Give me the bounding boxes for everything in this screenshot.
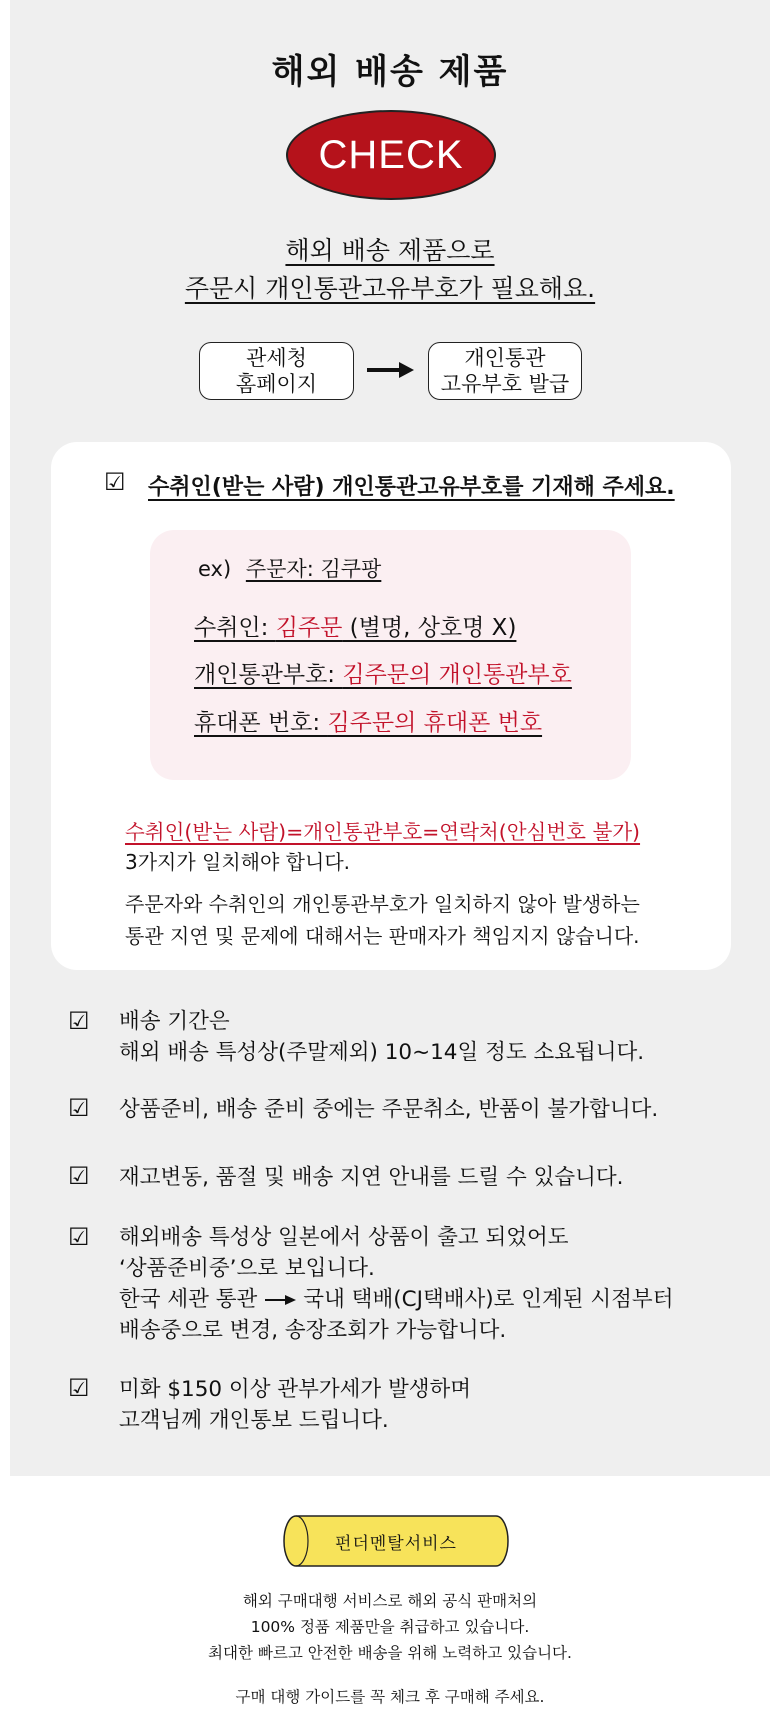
intro-line-2: 주문시 개인통관고유부호가 필요해요. — [184, 274, 596, 303]
footer-line-2: 100% 정품 제품만을 취급하고 있습니다. — [250, 1618, 530, 1636]
flow-arrow-icon — [367, 360, 415, 380]
note-delivery-period — [119, 1006, 644, 1068]
note-4-line-2: ‘상품준비중’으로 보입니다. — [119, 1256, 375, 1281]
liability-line-2: 통관 지연 및 문제에 대해서는 판매자가 책임지지 않습니다. — [125, 924, 640, 948]
check-badge — [286, 110, 496, 200]
note-3-text: 재고변동, 품절 및 배송 지연 안내를 드릴 수 있습니다. — [119, 1165, 624, 1190]
flow-step2-line1: 개인통관 — [464, 346, 546, 370]
example-prefix: ex) — [198, 557, 232, 581]
intro-line-1: 해외 배송 제품으로 — [285, 236, 495, 265]
note-1-line-2: 해외 배송 특성상(주말제외) 10~14일 정도 소요됩니다. — [119, 1040, 645, 1065]
note-no-cancel — [119, 1094, 658, 1125]
match-requirement: 3가지가 일치해야 합니다. — [125, 850, 350, 874]
example-recipient — [194, 609, 516, 642]
check-badge-label: CHECK — [318, 132, 464, 177]
right-arrow-icon — [263, 1294, 297, 1306]
recipient-note: (별명, 상호명 X) — [342, 615, 517, 641]
brand-name: 펀더멘탈서비스 — [335, 1533, 457, 1554]
flow-step1-line1: 관세청 — [246, 346, 307, 370]
checkbox-icon: ☑ — [68, 1094, 90, 1122]
note-4-line-4: 배송중으로 변경, 송장조회가 가능합니다. — [119, 1318, 507, 1343]
checkbox-icon: ☑ — [68, 1223, 90, 1251]
note-1-line-1: 배송 기간은 — [119, 1009, 230, 1034]
example-phone — [194, 704, 542, 737]
note-shipping-status — [119, 1222, 673, 1346]
flow-step-issue-code — [428, 342, 582, 400]
note-5-line-1: 미화 $150 이상 관부가세가 발생하며 — [119, 1377, 472, 1402]
liability-notice — [125, 888, 640, 952]
example-header — [198, 553, 381, 583]
note-stock-change — [119, 1162, 624, 1193]
flow-step1-line2: 홈페이지 — [235, 372, 318, 396]
customs-label: 개인통관부호: — [194, 662, 343, 688]
checkbox-icon: ☑ — [68, 1007, 90, 1035]
page-title: 해외 배송 제품 — [271, 52, 509, 92]
note-4-line-3b: 국내 택배(CJ택배사)로 인계된 시점부터 — [303, 1287, 674, 1312]
note-4-line-3 — [119, 1284, 673, 1315]
footer-line-3: 최대한 빠르고 안전한 배송을 위해 노력하고 있습니다. — [208, 1644, 572, 1662]
recipient-label: 수취인: — [194, 615, 276, 641]
phone-label: 휴대폰 번호: — [194, 710, 328, 736]
checkbox-icon: ☑ — [68, 1162, 90, 1190]
phone-value: 김주문의 휴대폰 번호 — [327, 710, 543, 736]
footer-description — [0, 1588, 780, 1666]
note-4-line-3a: 한국 세관 통관 — [119, 1287, 258, 1312]
liability-line-1: 주문자와 수취인의 개인통관부호가 일치하지 않아 발생하는 — [125, 892, 640, 916]
checkbox-icon: ☑ — [68, 1374, 90, 1402]
intro-text — [0, 232, 780, 308]
match-warning: 수취인(받는 사람)=개인통관부호=연락처(안심번호 불가) — [125, 820, 641, 844]
card-heading: 수취인(받는 사람) 개인통관고유부호를 기재해 주세요. — [148, 475, 675, 500]
note-customs-duty — [119, 1374, 471, 1436]
recipient-value: 김주문 — [275, 615, 343, 641]
example-customs-code — [194, 656, 572, 689]
example-orderer: 주문자: 김쿠팡 — [245, 557, 382, 581]
note-4-line-1: 해외배송 특성상 일본에서 상품이 출고 되었어도 — [119, 1225, 569, 1250]
flow-step-customs-homepage — [199, 342, 354, 400]
note-5-line-2: 고객님께 개인통보 드립니다. — [119, 1408, 389, 1433]
footer-line-1: 해외 구매대행 서비스로 해외 공식 판매처의 — [242, 1592, 538, 1610]
footer-guide: 구매 대행 가이드를 꼭 체크 후 구매해 주세요. — [235, 1688, 545, 1706]
flow-step2-line2: 고유부호 발급 — [440, 372, 570, 396]
checkbox-icon: ☑ — [104, 468, 126, 496]
customs-value: 김주문의 개인통관부호 — [342, 662, 572, 688]
note-2-text: 상품준비, 배송 준비 중에는 주문취소, 반품이 불가합니다. — [119, 1097, 659, 1122]
